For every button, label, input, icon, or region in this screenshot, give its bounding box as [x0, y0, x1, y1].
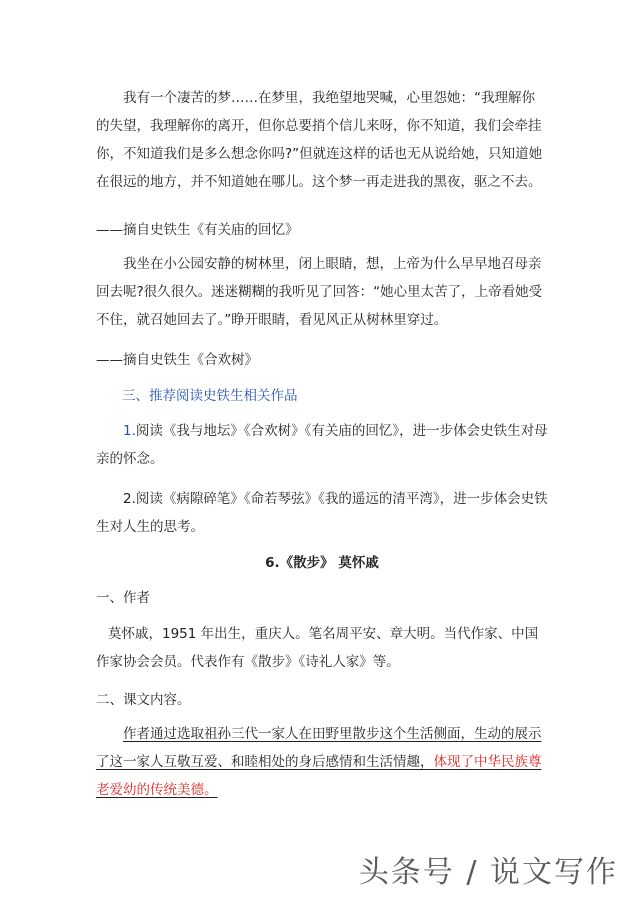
- content-highlight: 体现了中华民族尊老爱幼的传统美德。: [96, 754, 542, 798]
- content-text: 作者通过选取祖孙三代一家人在田野里散步这个生活侧面，生动的展示了这一家人互敬互爱、和睦相处的身后感情和生活情趣，: [96, 726, 542, 770]
- content-paragraph: [96, 720, 548, 804]
- recommend-item-2: 2.阅读《病隙碎笔》《命若琴弦》《我的遥远的清平湾》，进一步体会史铁生对人生的思考。: [96, 491, 548, 535]
- watermark: 头条号 / 说文写作: [358, 855, 618, 890]
- recommend-item-1-text: 阅读《我与地坛》《合欢树》《有关庙的回忆》，进一步体会史铁生对母亲的怀念。: [96, 423, 548, 467]
- quote-paragraph-1: 我有一个凄苦的梦……在梦里，我绝望地哭喊，心里怨她：“我理解你的失望，我理解你的离开，但你总要捎个信儿来呀，你不知道，我们会牵挂你，不知道我们是多么想念你吗?”但就连这样的话也无从说给她，只知道她在很远的地方，并不知道她在哪儿。这个梦一再走进我的黑夜，驱之不去。: [96, 90, 543, 190]
- recommend-item-1: [96, 417, 548, 473]
- lesson-title: 6.《散步》 莫怀戚: [265, 555, 379, 571]
- recommend-item-1-number: 1.: [123, 423, 136, 439]
- author-heading: 一、作者: [96, 590, 150, 606]
- author-paragraph: 莫怀戚，1951 年出生，重庆人。笔名周平安、章大明。当代作家、中国作家协会会员。代表作有《散步》《诗礼人家》等。: [96, 626, 539, 670]
- section-heading-recommended: 三、推荐阅读史铁生相关作品: [122, 388, 298, 404]
- quote-paragraph-2: 我坐在小公园安静的树林里，闭上眼睛，想，上帝为什么早早地召母亲回去呢?很久很久。迷迷糊糊的我听见了回答：“她心里太苦了，上帝看她受不住，就召她回去了。”睁开眼睛，看见风正从树林里穿过。: [96, 256, 543, 328]
- quote-source-2: ——摘自史铁生《合欢树》: [96, 352, 258, 368]
- quote-source-1: ——摘自史铁生《有关庙的回忆》: [96, 222, 299, 238]
- content-heading: 二、课文内容。: [96, 692, 191, 708]
